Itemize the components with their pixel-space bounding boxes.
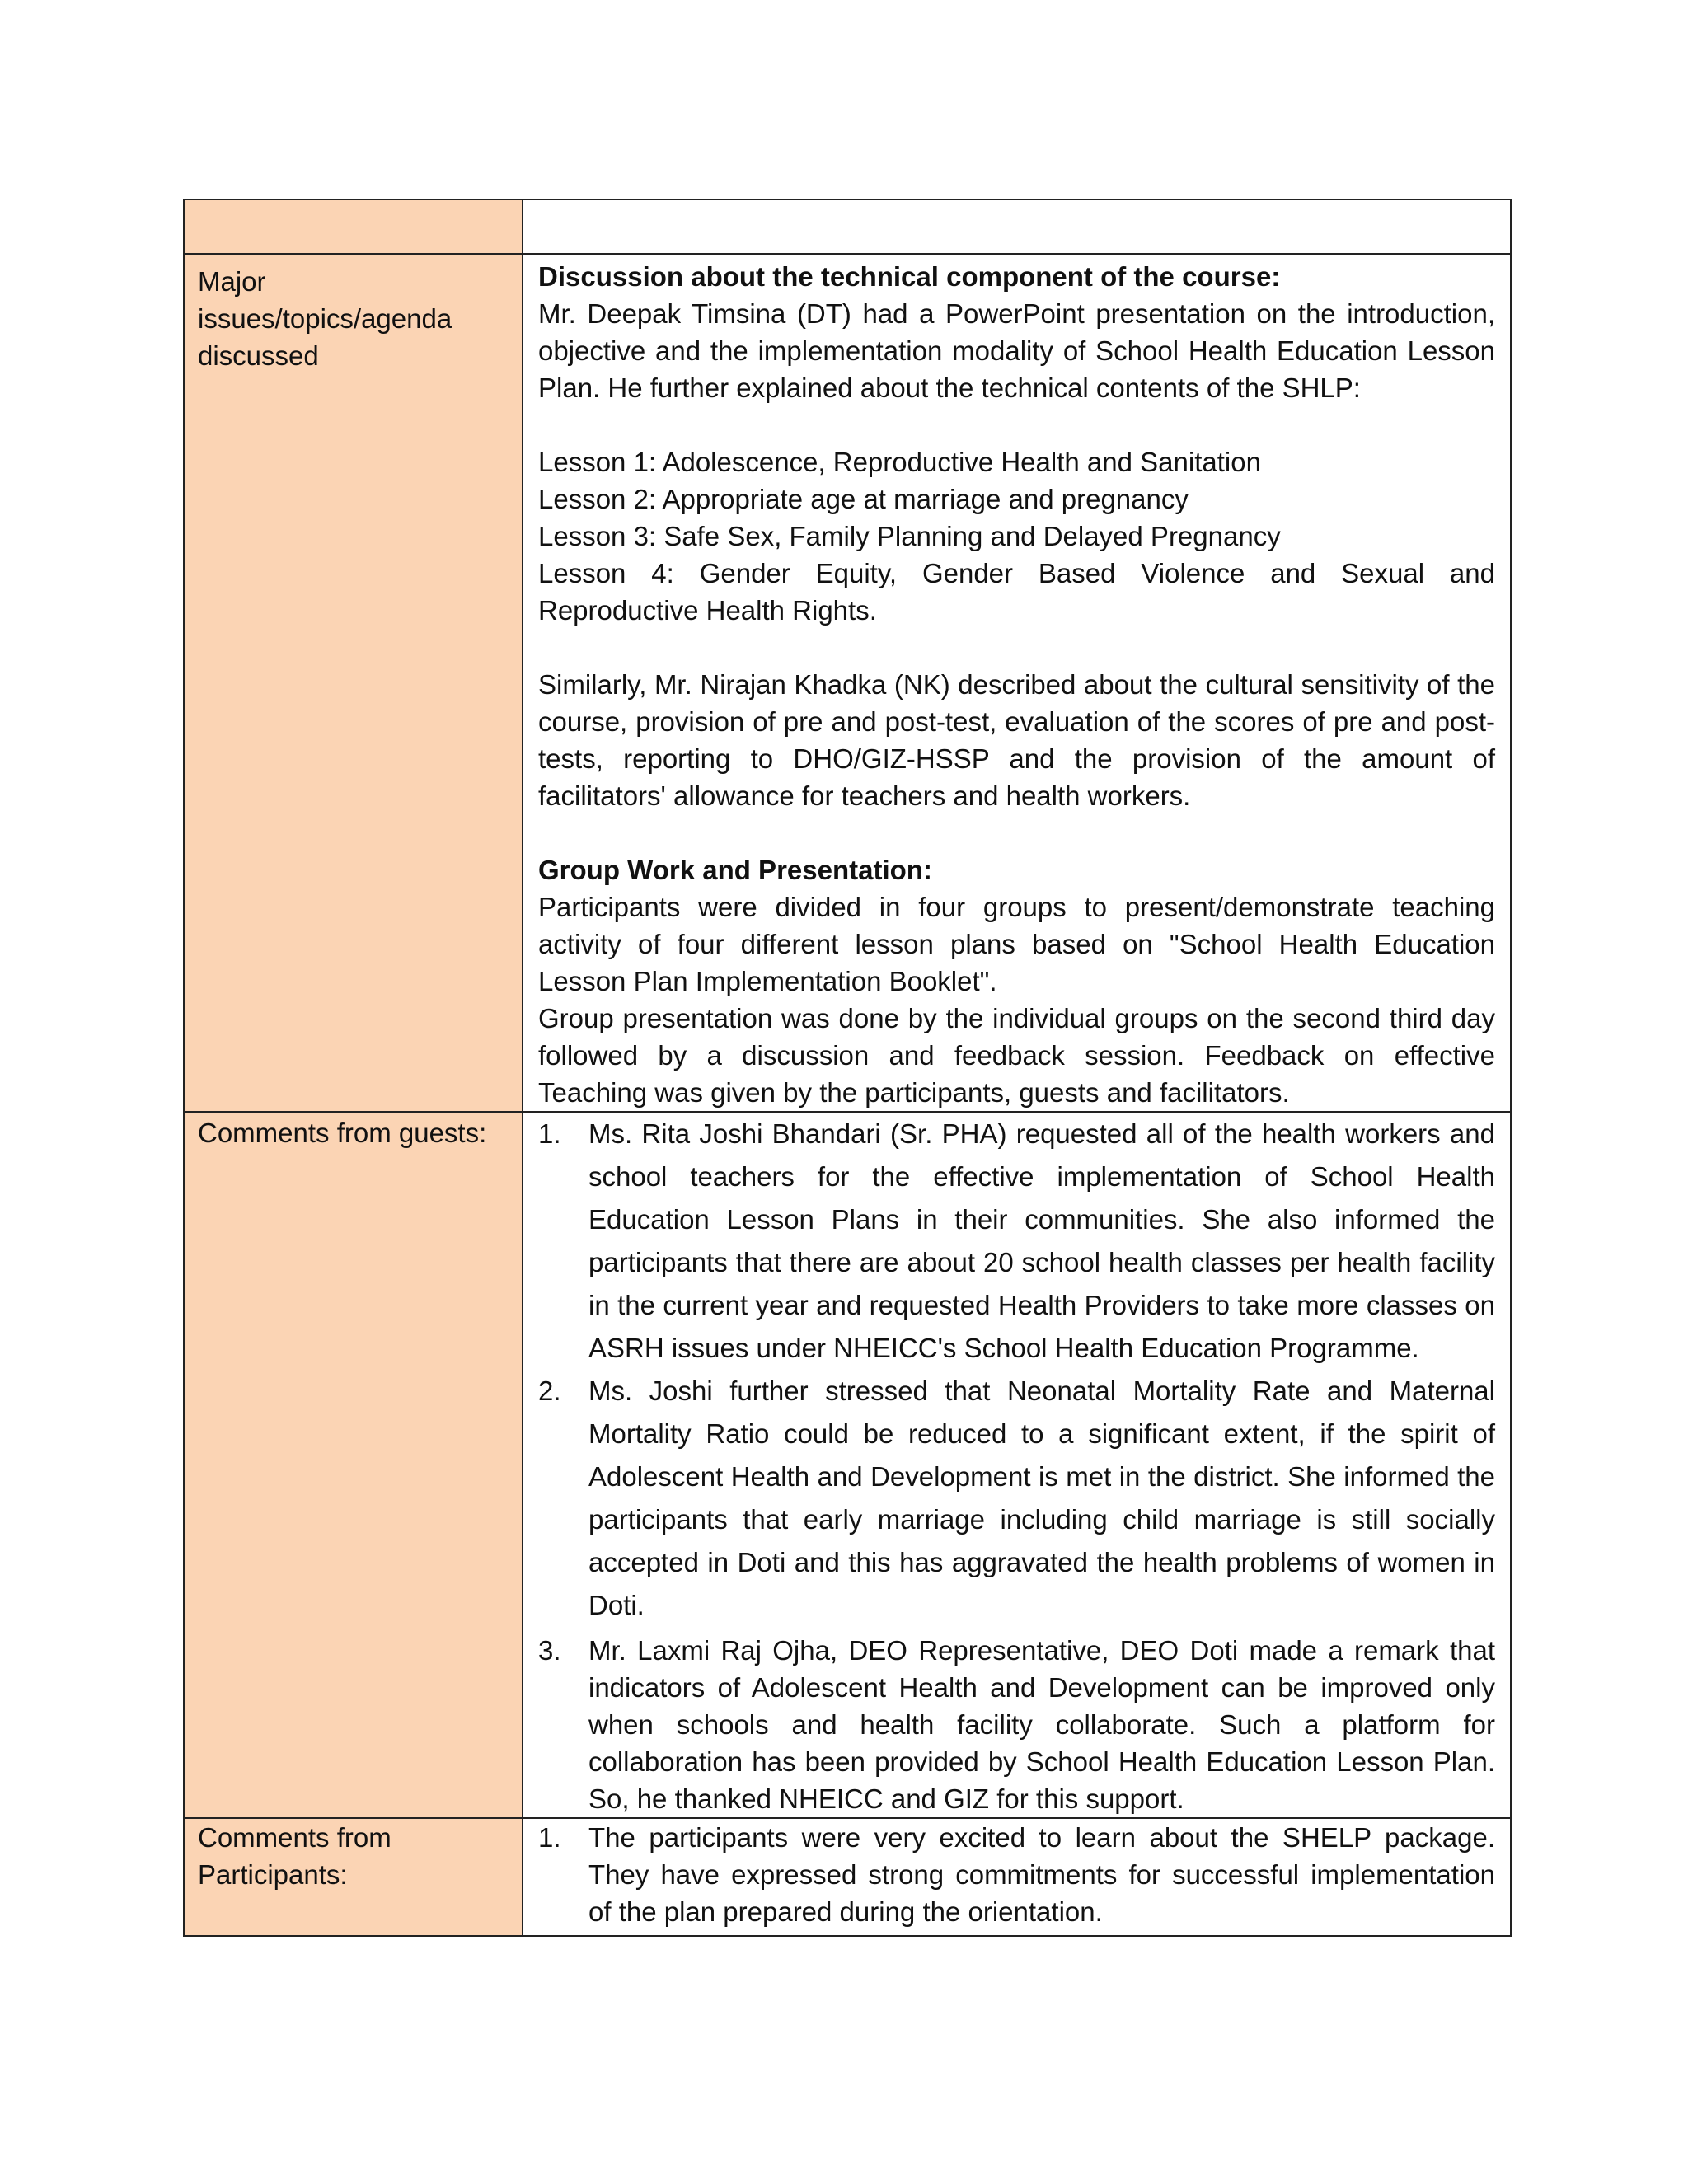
- list-text: Mr. Laxmi Raj Ojha, DEO Representative, DEO Doti made a remark that indicators of Adolescent Health and Development can be improved only when schools and health facility collaborate. Such a platform for collaboration has been provided by School Health Education Lesson Plan. So, he thanked NHEICC and GIZ for this support.: [588, 1635, 1495, 1814]
- header-label-cell: [184, 199, 523, 254]
- header-content-cell: [523, 199, 1511, 254]
- list-text: Ms. Rita Joshi Bhandari (Sr. PHA) requested all of the health workers and school teachers for the effective implementation of School Health Education Lesson Plans in their communities. She also informed the participants that there are about 20 school health classes per health facility in the current year and requested Health Providers to take more classes on ASRH issues under NHEICC's School Health Education Programme.: [588, 1118, 1495, 1363]
- list-number: 1.: [538, 1822, 561, 1853]
- guest-comments-row: [184, 1112, 1511, 1818]
- guest-comments-list: [538, 1113, 1495, 1817]
- list-number: 1.: [538, 1118, 561, 1149]
- similarly-paragraph: Similarly, Mr. Nirajan Khadka (NK) described about the cultural sensitivity of the course, provision of pre and post-test, evaluation of the scores of pre and post-tests, reporting to DHO/GIZ-HSSP and the provision of the amount of facilitators' allowance for teachers and health workers.: [538, 669, 1495, 811]
- lesson-2: Lesson 2: Appropriate age at marriage and pregnancy: [538, 484, 1189, 514]
- group-work-paragraph-2: Group presentation was done by the individual groups on the second third day followed by a discussion and feedback session. Feedback on effective Teaching was given by the participants, guests and facilitators.: [538, 1003, 1495, 1108]
- list-item: [538, 1113, 1495, 1370]
- participant-comments-label: Comments from Participants:: [184, 1818, 523, 1936]
- guest-comments-content: [523, 1112, 1511, 1818]
- lesson-1: Lesson 1: Adolescence, Reproductive Health and Sanitation: [538, 447, 1261, 477]
- report-table: [183, 199, 1512, 1937]
- group-work-paragraph-1: Participants were divided in four groups to present/demonstrate teaching activity of four different lesson plans based on "School Health Education Lesson Plan Implementation Booklet".: [538, 892, 1495, 996]
- technical-component-heading: Discussion about the technical component of the course:: [538, 261, 1281, 292]
- list-item: [538, 1370, 1495, 1627]
- group-work-heading: Group Work and Presentation:: [538, 855, 932, 885]
- major-issues-label: Major issues/topics/agenda discussed: [184, 254, 523, 1112]
- header-row: [184, 199, 1511, 254]
- major-issues-row: [184, 254, 1511, 1112]
- participant-comments-row: [184, 1818, 1511, 1936]
- lesson-3: Lesson 3: Safe Sex, Family Planning and Delayed Pregnancy: [538, 521, 1281, 551]
- list-item: [538, 1632, 1495, 1817]
- guest-comments-label: Comments from guests:: [184, 1112, 523, 1818]
- list-text: The participants were very excited to learn about the SHELP package. They have expressed strong commitments for successful implementation of the plan prepared during the orientation.: [588, 1822, 1495, 1927]
- list-text: Ms. Joshi further stressed that Neonatal Mortality Rate and Maternal Mortality Ratio could be reduced to a significant extent, if the spirit of Adolescent Health and Development is met in the district. She informed the participants that early marriage including child marriage is still socially accepted in Doti and this has aggravated the health problems of women in Doti.: [588, 1376, 1495, 1620]
- participant-comments-content: [523, 1818, 1511, 1936]
- lesson-4: Lesson 4: Gender Equity, Gender Based Violence and Sexual and Reproductive Health Rights.: [538, 558, 1495, 626]
- technical-intro-paragraph: Mr. Deepak Timsina (DT) had a PowerPoint presentation on the introduction, objective and the implementation modality of School Health Education Lesson Plan. He further explained about the technical contents of the SHLP:: [538, 298, 1495, 403]
- list-number: 3.: [538, 1635, 561, 1666]
- major-issues-content: [523, 254, 1511, 1112]
- participant-comments-list: [538, 1819, 1495, 1930]
- list-item: [538, 1819, 1495, 1930]
- list-number: 2.: [538, 1376, 561, 1406]
